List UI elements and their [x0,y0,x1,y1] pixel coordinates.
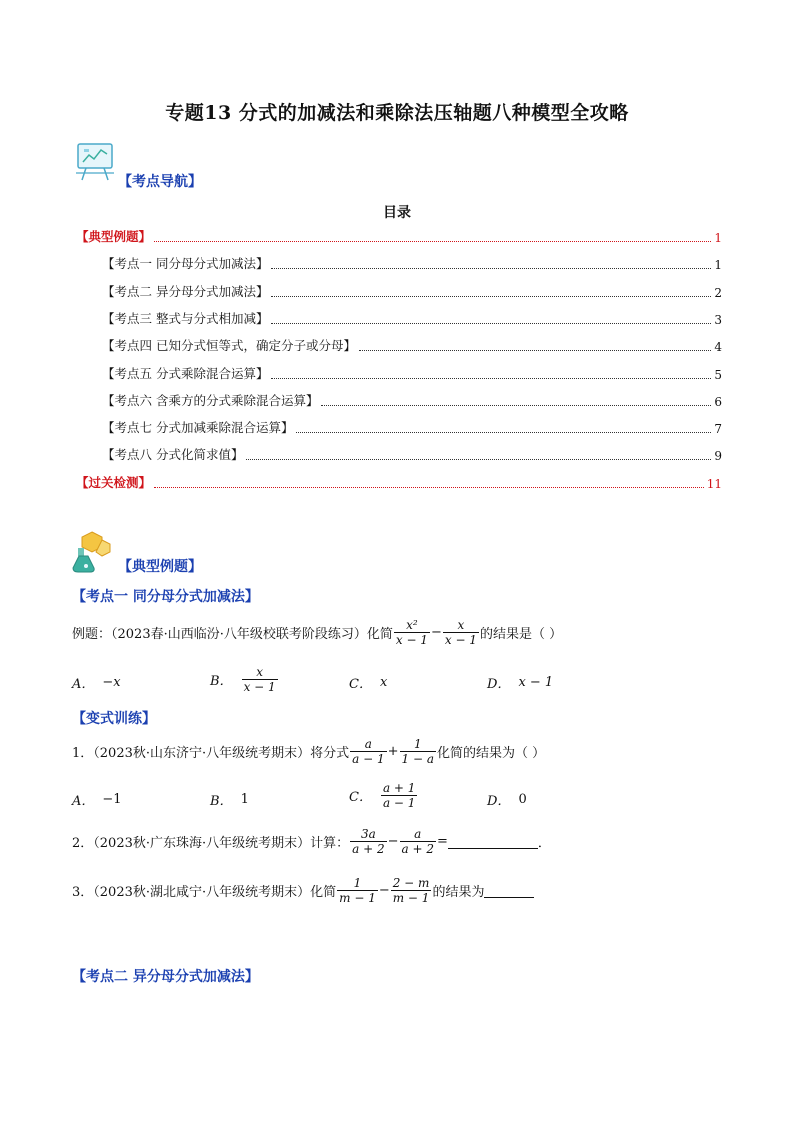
option-d: D． 0 [487,792,527,809]
fraction: $\frac{x}{x - 1}$ [243,665,276,694]
toc-label: 【考点一 同分母分式加减法】 [102,256,269,272]
operator: + [387,744,399,759]
question-text: 的结果为 [432,885,485,900]
nav-heading: 【考点导航】 [118,174,202,190]
flask-icon [70,530,114,574]
question-2 [72,827,551,856]
toc-page-number: 2 [714,285,722,300]
toc-label: 【典型例题】 [76,229,152,244]
answer-blank[interactable] [448,834,538,849]
toc-section-row[interactable] [76,229,722,245]
answer-blank[interactable] [484,883,534,898]
toc-leader-dots [271,296,711,297]
operator: = [437,834,448,849]
toc-leader-dots [271,268,711,269]
fraction: $\frac{3a}{a + 2}$ [352,827,385,856]
operator: − [430,625,442,640]
toc-page-number: 1 [714,231,722,245]
toc-label: 【考点七 分式加减乘除混合运算】 [102,420,294,436]
toc-page-number: 7 [714,422,722,437]
example-question [72,618,562,647]
toc-page-number: 9 [714,449,722,464]
question-text: 2．（2023秋·广东珠海·八年级统考期末）计算： [72,836,350,851]
toc-label: 【考点四 已知分式恒等式，确定分子或分母】 [102,338,356,354]
toc-title: 目录 [383,205,411,221]
operator: − [387,834,399,849]
variant-heading: 【变式训练】 [72,711,156,727]
fraction: $\frac{1}{1 - a}$ [401,737,434,766]
toc-row[interactable] [102,284,722,300]
question-text: ． [537,836,551,851]
toc-row[interactable] [102,420,722,436]
operator: − [378,883,390,898]
fraction: $\frac{x}{x - 1}$ [444,618,477,647]
fraction: $\frac{a}{a + 2}$ [401,827,434,856]
toc-page-number: 5 [714,367,722,382]
toc-leader-dots [271,378,711,379]
question-text: 化简的结果为（ ） [437,746,546,761]
toc-label: 【过关检测】 [76,474,152,490]
toc-page-number: 3 [714,312,722,327]
k1-heading: 【考点一 同分母分式加减法】 [72,589,259,605]
toc-section-row[interactable] [76,475,722,491]
example-prefix: 例题：（2023春·山西临汾·八年级校联考阶段练习）化简 [72,627,393,642]
toc-leader-dots [321,405,711,406]
toc-row[interactable] [102,338,722,354]
fraction: $\frac{2 - m}{m - 1}$ [392,876,430,905]
fraction: $\frac{\text{x²}}{x - 1}$ [395,618,428,647]
question-1 [72,737,545,766]
toc-leader-dots [296,432,711,433]
fraction: $\frac{a + 1}{a - 1}$ [382,781,416,810]
example-suffix: 的结果是（ ） [479,627,563,642]
option-a: A． −x [72,675,121,692]
option-b: B． 1 [210,792,249,809]
k2-heading: 【考点二 异分母分式加减法】 [72,969,259,985]
page-title: 专题13 分式的加减法和乘除法压轴题八种模型全攻略 [165,102,629,124]
option-a: A． −1 [72,792,122,809]
toc-leader-dots [154,241,711,242]
toc-leader-dots [246,459,711,460]
presentation-board-icon [74,140,120,182]
toc-row[interactable] [102,256,722,272]
question-text: 3．（2023秋·湖北咸宁·八年级统考期末）化简 [72,885,337,900]
toc-label: 【考点八 分式化简求值】 [102,447,244,463]
toc-page-number: 6 [714,394,722,409]
toc-page-number: 4 [714,340,722,355]
toc-leader-dots [271,323,711,324]
toc-page-number: 1 [714,258,722,273]
toc-label: 【考点六 含乘方的分式乘除混合运算】 [102,392,319,408]
option-c: C． x [349,675,388,692]
toc-row[interactable] [102,366,722,382]
question-text: 1．（2023秋·山东济宁·八年级统考期末）将分式 [72,746,350,761]
section-heading: 【典型例题】 [118,559,202,575]
toc-label: 【考点三 整式与分式相加减】 [102,310,269,326]
option-c: C． $\frac{a + 1}{a - 1}$ [349,781,416,810]
toc-leader-dots [154,487,704,488]
toc-row[interactable] [102,311,722,327]
fraction: $\frac{1}{m - 1}$ [339,876,376,905]
toc-row[interactable] [102,393,722,409]
question-3 [72,876,534,905]
toc-label: 【考点二 异分母分式加减法】 [102,283,269,299]
toc-page-number: 11 [706,476,722,491]
toc-label: 【考点五 分式乘除混合运算】 [102,365,269,381]
toc-leader-dots [359,350,711,351]
option-d: D． x − 1 [487,675,554,692]
option-b: B． $\frac{x}{x - 1}$ [210,665,276,694]
toc-row[interactable] [102,447,722,463]
fraction: $\frac{a}{a - 1}$ [352,737,385,766]
